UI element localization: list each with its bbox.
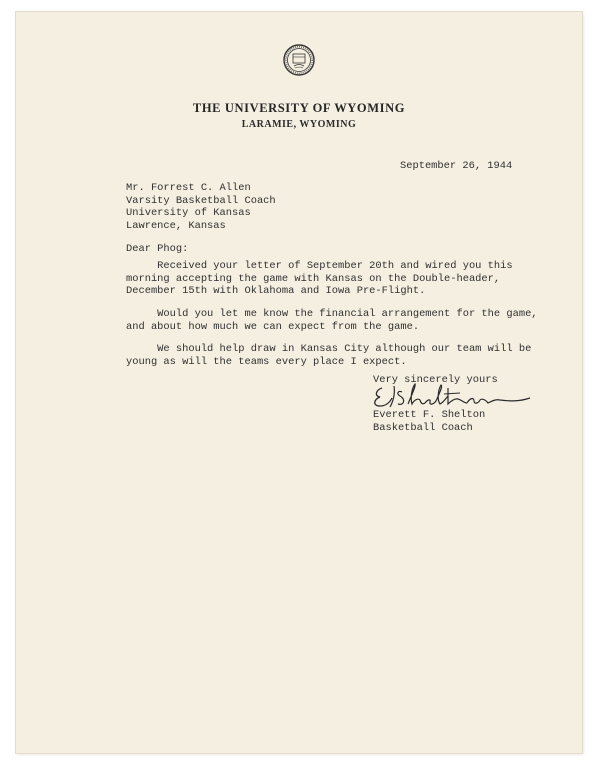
body-line: We should help draw in Kansas City although our team will be bbox=[126, 343, 532, 355]
body-line: December 15th with Oklahoma and Iowa Pre-Flight. bbox=[126, 285, 426, 298]
body-line: and about how much we can expect from the game. bbox=[126, 320, 420, 333]
recipient-line: University of Kansas bbox=[126, 207, 251, 220]
recipient-address bbox=[126, 182, 276, 232]
recipient-line: Varsity Basketball Coach bbox=[126, 194, 276, 207]
body-line: young as will the teams every place I expect. bbox=[126, 355, 407, 368]
body-line: Received your letter of September 20th and wired you this bbox=[126, 260, 513, 272]
letterhead-city: LARAMIE, WYOMING bbox=[241, 119, 357, 130]
recipient-line: Mr. Forrest C. Allen bbox=[126, 182, 251, 194]
closing: Very sincerely yours bbox=[373, 374, 498, 386]
salutation: Dear Phog: bbox=[126, 243, 189, 255]
body-line: morning accepting the game with Kansas on the Double-header, bbox=[126, 272, 501, 285]
university-seal-icon bbox=[283, 44, 315, 76]
letterhead-title: THE UNIVERSITY OF WYOMING bbox=[192, 101, 406, 115]
signer-title: Basketball Coach bbox=[373, 421, 473, 434]
recipient-line: Lawrence, Kansas bbox=[126, 219, 226, 232]
letter-date: September 26, 1944 bbox=[400, 160, 513, 172]
body-paragraph bbox=[126, 343, 531, 368]
signer-name: Everett F. Shelton bbox=[373, 409, 486, 421]
body-paragraph bbox=[126, 260, 513, 298]
body-paragraph bbox=[126, 308, 538, 333]
body-line: Would you let me know the financial arrangement for the game, bbox=[126, 308, 538, 320]
letter-page bbox=[16, 12, 582, 753]
signer-block bbox=[373, 409, 485, 434]
